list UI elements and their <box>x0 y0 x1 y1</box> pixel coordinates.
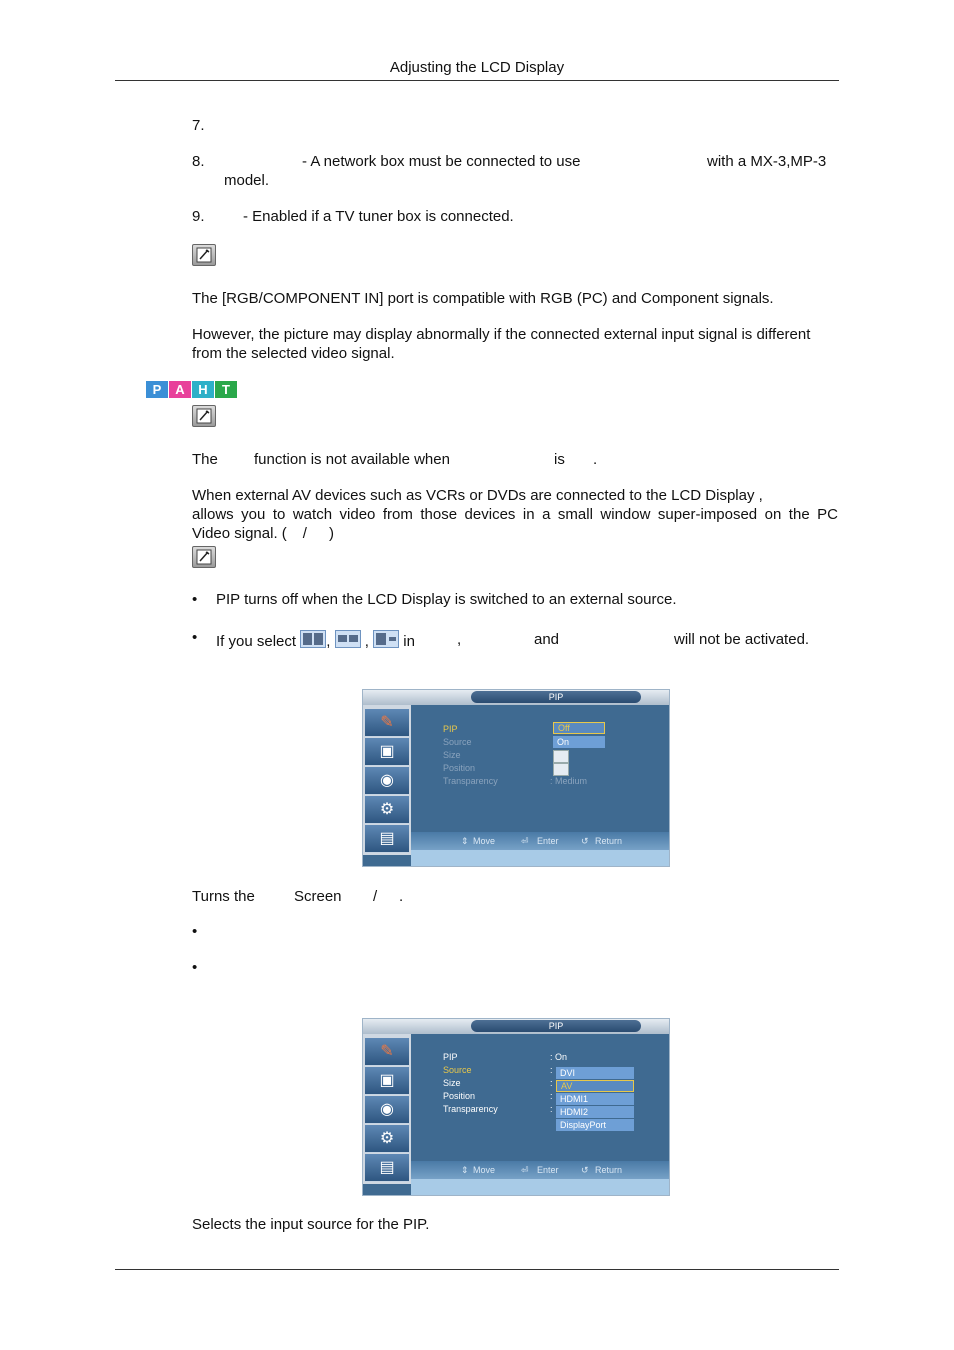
turns-b: Screen <box>294 888 342 905</box>
osd-footer-return: Return <box>595 836 623 846</box>
osd-row-source[interactable]: Source <box>443 737 472 747</box>
sound-icon: ◉ <box>380 772 394 789</box>
item-7-number: 7. <box>192 117 205 134</box>
bullet2-a: If you select <box>216 633 297 650</box>
bullet-dot: • <box>192 591 198 608</box>
return-icon: ↺ <box>581 1165 589 1175</box>
osd-row-pip[interactable]: PIP <box>443 724 458 734</box>
item-8-tail: with a MX-3,MP-3 <box>707 153 827 170</box>
setup-icon: ✎ <box>380 1043 394 1060</box>
bullet-dot: • <box>192 629 198 646</box>
item-8-number: 8. <box>192 153 205 170</box>
pip-size-double-icon <box>300 630 326 648</box>
note-icon <box>192 244 216 266</box>
gear-icon: ⚙ <box>379 801 395 818</box>
move-icon: ⇕ <box>461 836 469 846</box>
osd-tile-setup[interactable] <box>365 1038 409 1066</box>
note2-para-line2: allows you to watch video from those devices in a small window super-imposed on the PC <box>192 506 838 523</box>
osd-row-source[interactable]: Source <box>443 1065 472 1075</box>
turns-c: / <box>373 888 378 905</box>
note2-seg4: . <box>593 451 598 468</box>
osd-pip-value: : On <box>550 1052 568 1062</box>
osd-sidebar <box>363 1034 411 1184</box>
picture-icon: ▣ <box>379 743 395 760</box>
osd-footer-return: Return <box>595 1165 623 1175</box>
osd-option-av[interactable]: AV <box>556 1080 634 1092</box>
osd-row-position[interactable]: Position <box>443 1091 476 1101</box>
badge-letter-p: P <box>146 381 168 398</box>
osd-tile-picture[interactable] <box>365 1067 409 1095</box>
osd-title: PIP <box>471 691 641 703</box>
note2-seg1: The <box>192 451 218 468</box>
badge-letter-h: H <box>192 381 214 398</box>
osd-footer-move: Move <box>473 836 496 846</box>
move-icon: ⇕ <box>461 1165 469 1175</box>
pip-size-wide-icon <box>335 630 361 648</box>
pip-size-icon <box>553 750 569 763</box>
bullet-dot: • <box>192 959 198 976</box>
item-8-continuation: model. <box>224 172 270 189</box>
osd-tile-settings[interactable] <box>365 1125 409 1153</box>
sound-icon: ◉ <box>380 1101 394 1118</box>
osd-row-pip[interactable]: PIP <box>443 1052 458 1062</box>
osd-footer-enter: Enter <box>537 836 559 846</box>
osd-menu-pip-source: PIP ✎ ▣ ◉ ⚙ ▤ PIP Source Size Position Transparency : On : : : : DVI AV HDMI1 HDMI2 DisplayPort ⇕ Move ⏎ Enter ↺ Return <box>362 1018 670 1196</box>
enter-icon: ⏎ <box>521 836 529 846</box>
bullet2-and: and <box>534 631 560 648</box>
return-icon: ↺ <box>581 836 589 846</box>
osd-option-displayport[interactable]: DisplayPort <box>556 1119 634 1131</box>
page-header-title: Adjusting the LCD Display <box>389 59 565 76</box>
osd-footer-enter: Enter <box>537 1165 559 1175</box>
osd-title: PIP <box>471 1020 641 1032</box>
osd-tile-sound[interactable] <box>365 767 409 795</box>
osd-menu-pip <box>362 689 670 867</box>
note2-para3-a: Video signal. ( <box>192 525 287 542</box>
note2-para3-c: ) <box>328 525 334 542</box>
turns-a: Turns the <box>192 888 255 905</box>
item-9-number: 9. <box>192 208 205 225</box>
note2-para-line1: When external AV devices such as VCRs or DVDs are connected to the LCD Display , <box>192 487 763 504</box>
note-icon <box>192 546 216 568</box>
bullet2-line: If you select , , in <box>216 630 415 651</box>
note-icon <box>192 405 216 427</box>
osd-option-off[interactable]: Off <box>553 722 605 734</box>
note1-line3: from the selected video signal. <box>192 345 395 362</box>
osd-row-transparency[interactable]: Transparency <box>443 1104 498 1114</box>
osd-option-hdmi2[interactable]: HDMI2 <box>556 1106 634 1118</box>
bullet2-tail: will not be activated. <box>674 631 810 648</box>
osd-tile-setup[interactable] <box>365 709 409 737</box>
osd-tile-sound[interactable] <box>365 1096 409 1124</box>
mode-badge <box>146 381 238 398</box>
osd-row-position[interactable]: Position <box>443 763 476 773</box>
osd-row-size[interactable]: Size <box>443 1078 461 1088</box>
multi-window-icon: ▤ <box>379 1159 395 1176</box>
bullet1-text: PIP turns off when the LCD Display is switched to an external source. <box>216 591 677 608</box>
osd-tile-multi[interactable] <box>365 1154 409 1182</box>
badge-letter-t: T <box>215 381 237 398</box>
note2-seg2: function is not available when <box>254 451 450 468</box>
enter-icon: ⏎ <box>521 1165 529 1175</box>
osd-tile-multi[interactable] <box>365 825 409 853</box>
gear-icon: ⚙ <box>379 1130 395 1147</box>
item-9-text: - Enabled if a TV tuner box is connected. <box>243 208 514 225</box>
osd-footer-move: Move <box>473 1165 496 1175</box>
bullet-dot: • <box>192 923 198 940</box>
picture-icon: ▣ <box>379 1072 395 1089</box>
osd-option-dvi[interactable]: DVI <box>556 1067 634 1079</box>
osd-row-size[interactable]: Size <box>443 750 461 760</box>
footer-rule <box>115 1269 839 1270</box>
badge-letter-a: A <box>169 381 191 398</box>
multi-window-icon: ▤ <box>379 830 395 847</box>
pip-size-side-icon <box>373 630 399 648</box>
note2-para-line3 <box>192 524 334 543</box>
osd-footer <box>411 832 669 866</box>
selects-text: Selects the input source for the PIP. <box>192 1216 430 1233</box>
note1-line1: The [RGB/COMPONENT IN] port is compatible with RGB (PC) and Component signals. <box>192 290 774 307</box>
note1-line2: However, the picture may display abnormally if the connected external input signal is different <box>192 326 811 343</box>
osd-tile-settings[interactable] <box>365 796 409 824</box>
note2-seg3: is <box>554 451 565 468</box>
osd-tile-picture[interactable] <box>365 738 409 766</box>
osd-transparency-value: : Medium <box>550 776 588 786</box>
osd-option-on[interactable]: On <box>553 736 605 748</box>
osd-option-hdmi1[interactable]: HDMI1 <box>556 1093 634 1105</box>
turns-d: . <box>399 888 404 905</box>
note2-para3-b: / <box>302 525 307 542</box>
header-rule <box>115 80 839 81</box>
item-8-text: - A network box must be connected to use <box>302 153 581 170</box>
setup-icon: ✎ <box>380 714 394 731</box>
osd-sidebar <box>363 705 411 855</box>
bullet2-comma: , <box>457 631 462 648</box>
osd-row-transparency[interactable]: Transparency <box>443 776 498 786</box>
osd-footer <box>411 1161 669 1195</box>
